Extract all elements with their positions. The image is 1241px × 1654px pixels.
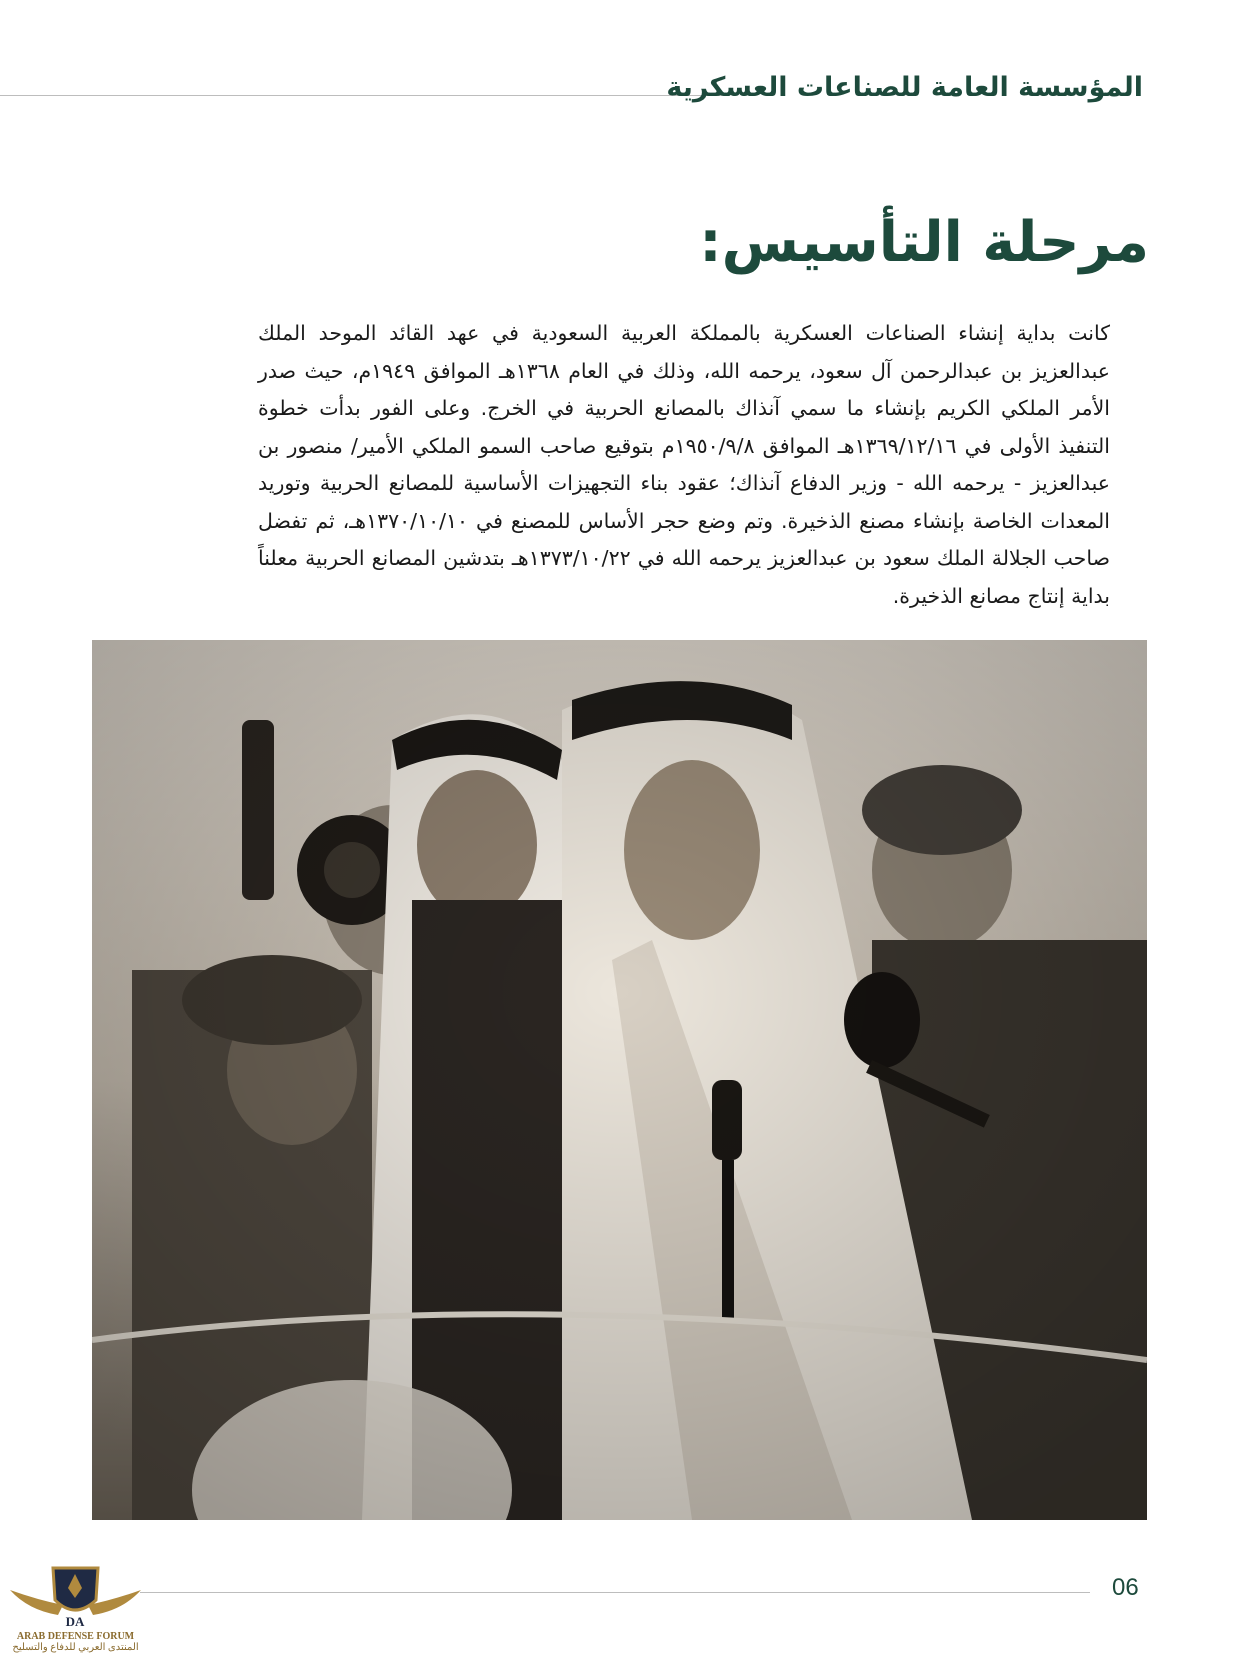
footer-divider [140,1592,1090,1593]
historical-photo [92,640,1147,1520]
body-paragraph: كانت بداية إنشاء الصناعات العسكرية بالمملكة العربية السعودية في عهد القائد الموحد الملك عبدالعزيز بن عبدالرحمن آل سعود، يرحمه الله، وذلك في العام ١٣٦٨هـ الموافق ١٩٤٩م، حيث صدر الأمر الملكي الكريم بإنشاء ما سمي آنذاك بالمصانع الحربية في الخرج. وعلى الفور بدأت خطوة التنفيذ الأولى في ١٣٦٩/١٢/١٦هـ الموافق ١٩٥٠/٩/٨م بتوقيع صاحب السمو الملكي الأمير/ منصور بن عبدالعزيز - يرحمه الله - وزير الدفاع آنذاك؛ عقود بناء التجهيزات الأساسية للمصانع الحربية وتوريد المعدات الخاصة بإنشاء مصنع الذخيرة. وتم وضع حجر الأساس للمصنع في ١٣٧٠/١٠/١٠هـ، ثم تفضل صاحب الجلالة الملك سعود بن عبدالعزيز يرحمه الله في ١٣٧٣/١٠/٢٢هـ بتدشين المصانع الحربية معلناً بداية إنتاج مصانع الذخيرة. [258,321,1110,608]
header-divider [0,95,722,96]
organization-name: المؤسسة العامة للصناعات العسكرية [666,72,1143,103]
page-number: 06 [1112,1574,1139,1601]
section-title: مرحلة التأسيس: [699,210,1149,275]
logo-text-en: ARAB DEFENSE FORUM [16,1631,135,1642]
logo-letters: DA [65,1614,85,1629]
logo-text-ar: المنتدى العربي للدفاع والتسليح [12,1642,139,1653]
